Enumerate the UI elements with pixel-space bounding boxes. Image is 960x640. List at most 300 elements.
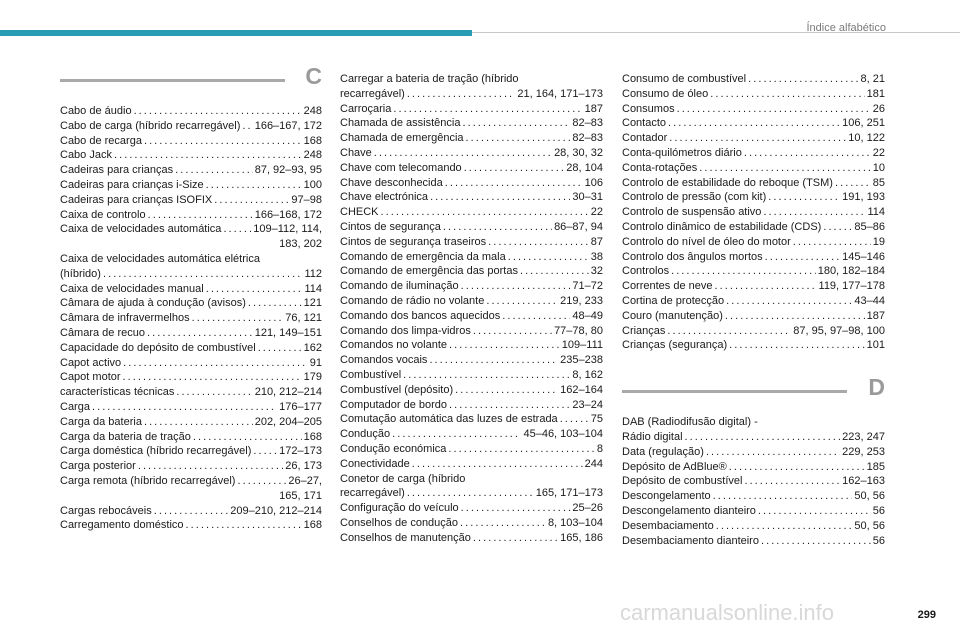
index-entry xyxy=(622,519,885,534)
index-entry xyxy=(622,338,885,353)
entry-term: Carga da bateria xyxy=(60,415,142,428)
dot-leader xyxy=(429,353,558,368)
entry-term: Cadeiras para crianças ISOFIX xyxy=(60,193,213,206)
section-rule xyxy=(60,79,285,82)
dot-leader xyxy=(430,190,570,205)
entry-term: Carga da bateria de tração xyxy=(60,430,191,443)
index-entry-line: Conetor de carga (híbrido xyxy=(340,472,466,485)
section-rule xyxy=(622,390,847,393)
dot-leader xyxy=(668,116,840,131)
entry-term: Comando dos bancos aquecidos xyxy=(340,309,501,322)
dot-leader xyxy=(716,519,853,534)
index-entry xyxy=(60,356,322,371)
entry-pages: 180, 182–184 xyxy=(817,265,885,278)
dot-leader xyxy=(445,176,583,191)
index-entry xyxy=(622,250,885,265)
entry-term: Cintos de segurança traseiros xyxy=(340,235,487,248)
entry-term: Depósito de AdBlue® xyxy=(622,460,727,473)
index-entry xyxy=(340,161,603,176)
dot-leader xyxy=(508,250,589,265)
entry-term: Cintos de segurança xyxy=(340,220,441,233)
entry-pages: 187 xyxy=(866,309,885,322)
dot-leader xyxy=(214,193,289,208)
entry-list xyxy=(622,415,885,548)
dot-leader xyxy=(248,296,302,311)
entry-pages: 30–31 xyxy=(572,191,603,204)
entry-pages: 209–210, 212–214 xyxy=(230,504,322,517)
index-entry xyxy=(60,178,322,193)
index-entry xyxy=(60,326,322,341)
index-entry xyxy=(340,324,603,339)
index-entry xyxy=(622,279,885,294)
entry-pages: 187 xyxy=(584,102,603,115)
dot-leader xyxy=(374,146,552,161)
index-entry xyxy=(60,208,322,223)
index-entry xyxy=(340,412,603,427)
entry-term: Cabo Jack xyxy=(60,149,112,162)
entry-pages: 119, 177–178 xyxy=(818,280,885,293)
entry-pages: 176–177 xyxy=(279,400,322,413)
index-entry xyxy=(340,486,603,501)
entry-pages: 106 xyxy=(584,176,603,189)
entry-term: Carga posterior xyxy=(60,460,136,473)
dot-leader xyxy=(729,460,865,475)
entry-term: Cabo de recarga xyxy=(60,134,142,147)
entry-term: Consumo de óleo xyxy=(622,87,709,100)
index-entry xyxy=(60,400,322,415)
entry-pages: 22 xyxy=(872,146,885,159)
entry-pages: 91 xyxy=(309,356,322,369)
dot-leader xyxy=(206,282,303,297)
entry-term: Condução económica xyxy=(340,442,447,455)
entry-pages: 45–46, 103–104 xyxy=(523,428,603,441)
entry-pages: 77–78, 80 xyxy=(554,324,603,337)
index-entry xyxy=(622,205,885,220)
dot-leader xyxy=(763,205,865,220)
dot-leader xyxy=(744,474,840,489)
index-entry xyxy=(60,104,322,119)
entry-pages: 121 xyxy=(303,297,322,310)
index-entry xyxy=(340,368,603,383)
entry-pages: 26 xyxy=(872,102,885,115)
dot-leader xyxy=(193,430,302,445)
index-entry xyxy=(340,190,603,205)
entry-pages: 85–86 xyxy=(854,220,885,233)
dot-leader xyxy=(223,222,251,237)
entry-pages: 172–173 xyxy=(279,445,322,458)
entry-term: Controlo dos ângulos mortos xyxy=(622,250,763,263)
dot-leader xyxy=(461,501,571,516)
entry-term: Chamada de assistência xyxy=(340,117,461,130)
index-entry xyxy=(340,427,603,442)
entry-term: Computador de bordo xyxy=(340,398,448,411)
entry-pages: 82–83 xyxy=(572,117,603,130)
entry-term: Controlos xyxy=(622,265,670,278)
entry-term: Crianças (segurança) xyxy=(622,339,728,352)
dot-leader xyxy=(520,264,589,279)
dot-leader xyxy=(237,474,286,489)
entry-term: CHECK xyxy=(340,206,379,219)
entry-term: recarregável) xyxy=(340,487,405,500)
entry-term: Controlo de estabilidade do reboque (TSM) xyxy=(622,176,833,189)
dot-leader xyxy=(393,102,582,117)
entry-term: Chave electrónica xyxy=(340,191,429,204)
dot-leader xyxy=(726,294,852,309)
entry-pages: 166–167, 172 xyxy=(254,119,322,132)
header-rule xyxy=(472,32,960,33)
dot-leader xyxy=(114,148,302,163)
dot-leader xyxy=(460,516,546,531)
entry-pages: 8, 162 xyxy=(572,368,603,381)
page-header-title: Índice alfabético xyxy=(806,22,886,34)
dot-leader xyxy=(381,205,589,220)
dot-leader xyxy=(768,190,840,205)
entry-pages: 121, 149–151 xyxy=(254,326,322,339)
entry-pages-continued: 183, 202 xyxy=(279,238,322,251)
index-entry xyxy=(622,87,885,102)
dot-leader xyxy=(147,326,253,341)
entry-term: recarregável) xyxy=(340,87,405,100)
entry-term: Consumo de combustível xyxy=(622,73,747,85)
entry-pages: 112 xyxy=(304,267,322,280)
index-entry xyxy=(622,176,885,191)
index-entry xyxy=(60,119,322,134)
dot-leader xyxy=(192,311,284,326)
entry-term: Desembaciamento xyxy=(622,519,714,532)
dot-leader xyxy=(667,324,791,339)
dot-leader xyxy=(392,427,521,442)
index-entry-line: Caixa de velocidades automática elétrica xyxy=(60,252,260,265)
index-entry xyxy=(60,341,322,356)
entry-term: Cortina de protecção xyxy=(622,294,725,307)
entry-pages: 87 xyxy=(590,235,603,248)
index-entry xyxy=(340,279,603,294)
index-entry xyxy=(622,430,885,445)
entry-term: Conta-quilómetros diário xyxy=(622,146,742,159)
index-entry xyxy=(622,116,885,131)
index-entry xyxy=(340,116,603,131)
dot-leader xyxy=(186,518,302,533)
index-entry xyxy=(622,309,885,324)
entry-pages: 191, 193 xyxy=(842,191,885,204)
entry-term: Capot motor xyxy=(60,371,121,384)
index-entry xyxy=(622,294,885,309)
entry-pages: 8 xyxy=(596,442,603,455)
entry-term: Configuração do veículo xyxy=(340,502,459,515)
index-entry xyxy=(340,501,603,516)
page-number: 299 xyxy=(917,609,936,621)
entry-pages: 248 xyxy=(303,105,322,117)
entry-term: Câmara de recuo xyxy=(60,326,145,339)
entry-pages: 43–44 xyxy=(854,294,885,307)
dot-leader xyxy=(748,72,858,87)
dot-leader xyxy=(793,235,871,250)
entry-term: Data (regulação) xyxy=(622,445,704,458)
entry-pages: 210, 212–214 xyxy=(254,386,322,399)
entry-pages: 28, 30, 32 xyxy=(554,146,603,159)
index-entry xyxy=(60,385,322,400)
dot-leader xyxy=(134,104,302,119)
index-entry xyxy=(622,489,885,504)
entry-term: Caixa de velocidades automática xyxy=(60,223,222,236)
index-entry xyxy=(622,324,885,339)
dot-leader xyxy=(758,504,871,519)
dot-leader xyxy=(253,444,277,459)
entry-term: Caixa de velocidades manual xyxy=(60,282,204,295)
index-entry xyxy=(60,267,322,282)
entry-pages: 185 xyxy=(866,460,885,473)
entry-pages: 56 xyxy=(872,534,885,547)
dot-leader xyxy=(144,415,253,430)
index-entry xyxy=(622,72,885,87)
dot-leader xyxy=(486,294,558,309)
entry-pages: 181 xyxy=(866,87,885,100)
entry-pages: 179 xyxy=(303,371,322,384)
section-header-d xyxy=(622,374,885,413)
dot-leader xyxy=(176,385,252,400)
index-entry xyxy=(622,161,885,176)
watermark: carmanualsonline.info xyxy=(620,600,835,625)
entry-pages: 87, 92–93, 95 xyxy=(254,164,322,177)
dot-leader xyxy=(677,102,871,117)
entry-pages: 114 xyxy=(304,282,322,295)
entry-pages: 97–98 xyxy=(291,193,322,206)
entry-term: Carroçaria xyxy=(340,102,392,115)
dot-leader xyxy=(154,504,229,519)
index-entry xyxy=(340,294,603,309)
index-entry xyxy=(340,516,603,531)
entry-pages: 25–26 xyxy=(572,502,603,515)
dot-leader xyxy=(669,131,846,146)
section-header-c xyxy=(60,63,322,102)
index-entry xyxy=(622,474,885,489)
entry-pages: 165, 186 xyxy=(560,531,603,544)
entry-pages: 223, 247 xyxy=(842,430,885,443)
entry-term: Desembaciamento dianteiro xyxy=(622,534,759,547)
dot-leader xyxy=(407,486,534,501)
entry-term: Comando de emergência das portas xyxy=(340,265,518,278)
entry-pages: 162–164 xyxy=(560,383,603,396)
entry-pages: 101 xyxy=(866,339,885,352)
dot-leader xyxy=(473,324,552,339)
entry-term: Controlo de pressão (com kit) xyxy=(622,191,767,204)
dot-leader xyxy=(123,370,302,385)
dot-leader xyxy=(729,338,864,353)
entry-term: Descongelamento dianteiro xyxy=(622,504,756,517)
entry-pages: 32 xyxy=(590,265,603,278)
entry-pages: 100 xyxy=(303,178,322,191)
entry-term: Condução xyxy=(340,428,391,441)
dot-leader xyxy=(473,531,558,546)
index-entry xyxy=(622,534,885,549)
index-entry xyxy=(340,146,603,161)
entry-term: Comandos vocais xyxy=(340,354,428,367)
index-entry xyxy=(340,531,603,546)
index-entry xyxy=(622,190,885,205)
entry-term: Capot activo xyxy=(60,356,122,369)
dot-leader xyxy=(92,400,277,415)
index-entry xyxy=(340,220,603,235)
dot-leader xyxy=(443,220,552,235)
entry-list xyxy=(60,104,322,533)
index-entry xyxy=(60,148,322,163)
entry-pages: 38 xyxy=(590,250,603,263)
dot-leader xyxy=(449,398,570,413)
dot-leader xyxy=(744,146,871,161)
entry-pages: 75 xyxy=(590,413,603,426)
entry-term: Chave desconhecida xyxy=(340,176,443,189)
index-column-1 xyxy=(60,63,322,533)
dot-leader xyxy=(713,489,853,504)
index-entry xyxy=(60,193,322,208)
entry-term: Controlo dinâmico de estabilidade (CDS) xyxy=(622,220,822,233)
entry-pages: 19 xyxy=(872,235,885,248)
entry-term: Comando de iluminação xyxy=(340,280,459,293)
entry-term: Capacidade do depósito de combustível xyxy=(60,341,256,354)
entry-term: Combustível xyxy=(340,368,402,381)
entry-pages: 114 xyxy=(867,206,885,219)
entry-term: Combustível (depósito) xyxy=(340,383,454,396)
entry-pages: 219, 233 xyxy=(560,294,603,307)
dot-leader xyxy=(685,430,841,445)
dot-leader xyxy=(138,459,283,474)
index-entry xyxy=(340,309,603,324)
index-entry xyxy=(60,474,322,489)
entry-term: Comutação automática das luzes de estrada xyxy=(340,413,558,426)
entry-pages: 87, 95, 97–98, 100 xyxy=(793,324,885,337)
entry-term: Crianças xyxy=(622,324,666,337)
entry-term: Cabo de carga (híbrido recarregável) xyxy=(60,119,241,132)
entry-term: Conectividade xyxy=(340,457,410,470)
entry-pages: 26–27, xyxy=(288,474,322,487)
entry-term: Chave com telecomando xyxy=(340,161,462,174)
dot-leader xyxy=(725,309,865,324)
entry-pages: 235–238 xyxy=(560,354,603,367)
entry-term: Comando de rádio no volante xyxy=(340,294,485,307)
dot-leader xyxy=(258,341,302,356)
index-entry xyxy=(622,131,885,146)
index-entry xyxy=(340,442,603,457)
dot-leader xyxy=(448,442,594,457)
dot-leader xyxy=(206,178,302,193)
entry-pages: 162 xyxy=(303,341,322,354)
entry-pages: 165, 171–173 xyxy=(535,487,603,500)
entry-pages: 109–111 xyxy=(561,339,603,352)
dot-leader xyxy=(823,220,852,235)
dot-leader xyxy=(407,87,516,102)
entry-term: Cabo de áudio xyxy=(60,105,132,117)
dot-leader xyxy=(148,208,253,223)
index-entry xyxy=(60,459,322,474)
entry-pages: 8, 21 xyxy=(860,73,885,85)
index-entry xyxy=(340,131,603,146)
entry-pages: 76, 121 xyxy=(285,312,322,325)
dot-leader xyxy=(715,279,817,294)
dot-leader xyxy=(560,412,589,427)
entry-pages: 168 xyxy=(303,430,322,443)
index-entry xyxy=(60,430,322,445)
index-entry xyxy=(60,163,322,178)
dot-leader xyxy=(403,368,570,383)
entry-pages: 50, 56 xyxy=(854,490,885,503)
entry-pages: 26, 173 xyxy=(285,460,322,473)
dot-leader xyxy=(144,134,302,149)
index-entry xyxy=(60,134,322,149)
index-entry xyxy=(340,250,603,265)
entry-pages: 202, 204–205 xyxy=(254,415,322,428)
index-entry xyxy=(340,176,603,191)
entry-pages: 145–146 xyxy=(842,250,885,263)
entry-pages: 109–112, 114, xyxy=(253,223,322,236)
entry-term: características técnicas xyxy=(60,386,175,399)
entry-term: Consumos xyxy=(622,102,675,115)
index-entry xyxy=(60,444,322,459)
entry-list xyxy=(340,72,603,546)
dot-leader xyxy=(706,445,840,460)
index-entry xyxy=(622,235,885,250)
index-entry xyxy=(60,222,322,237)
entry-pages: 85 xyxy=(872,176,885,189)
entry-pages: 86–87, 94 xyxy=(554,220,603,233)
dot-leader xyxy=(103,267,302,282)
entry-term: (híbrido) xyxy=(60,267,101,280)
entry-term: Carga xyxy=(60,400,90,413)
index-entry xyxy=(60,504,322,519)
entry-pages: 162–163 xyxy=(842,475,885,488)
dot-leader xyxy=(461,279,571,294)
dot-leader xyxy=(710,87,864,102)
entry-pages: 10, 122 xyxy=(848,132,885,145)
entry-pages: 106, 251 xyxy=(842,117,885,130)
entry-term: Comandos no volante xyxy=(340,339,448,352)
entry-pages: 244 xyxy=(584,457,603,470)
dot-leader xyxy=(412,457,583,472)
index-entry xyxy=(622,146,885,161)
entry-term: Depósito de combustível xyxy=(622,475,743,488)
dot-leader xyxy=(488,235,589,250)
entry-term: Rádio digital xyxy=(622,430,683,443)
index-entry xyxy=(622,220,885,235)
entry-term: Conta-rotações xyxy=(622,161,698,174)
index-entry xyxy=(622,445,885,460)
dot-leader xyxy=(671,264,816,279)
entry-term: Conselhos de manutenção xyxy=(340,531,471,544)
index-column-2 xyxy=(340,72,603,546)
entry-term: Controlo do nível de óleo do motor xyxy=(622,235,791,248)
dot-leader xyxy=(466,131,571,146)
entry-term: Conselhos de condução xyxy=(340,516,459,529)
index-entry xyxy=(340,353,603,368)
dot-leader xyxy=(455,383,558,398)
entry-term: Correntes de neve xyxy=(622,280,713,293)
index-entry xyxy=(340,87,603,102)
dot-leader xyxy=(175,163,253,178)
entry-pages: 229, 253 xyxy=(842,445,885,458)
entry-pages: 21, 164, 171–173 xyxy=(517,87,603,100)
entry-term: Câmara de ajuda à condução (avisos) xyxy=(60,297,246,310)
index-entry xyxy=(60,282,322,297)
index-entry xyxy=(340,457,603,472)
entry-term: Chamada de emergência xyxy=(340,132,464,145)
index-entry-line: Carregar a bateria de tração (híbrido xyxy=(340,73,519,85)
index-entry xyxy=(340,235,603,250)
entry-list xyxy=(622,72,885,353)
index-column-3 xyxy=(622,72,885,548)
index-entry xyxy=(60,518,322,533)
entry-term: Cargas rebocáveis xyxy=(60,504,152,517)
index-entry xyxy=(340,398,603,413)
dot-leader xyxy=(123,356,308,371)
